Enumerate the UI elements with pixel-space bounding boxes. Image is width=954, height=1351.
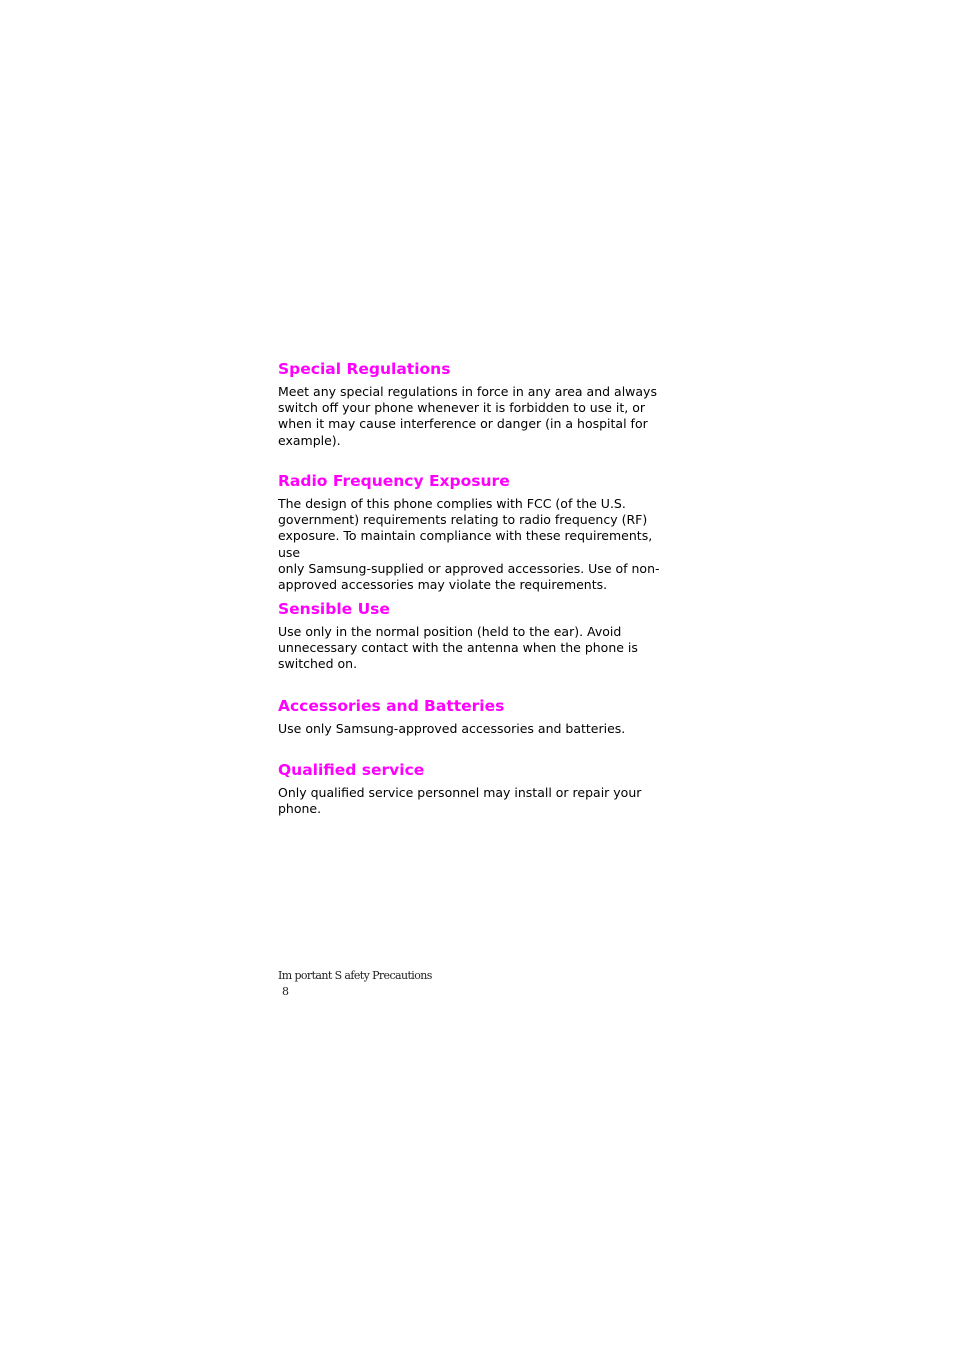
body-line: switch off your phone whenever it is forbidden to use it, or [278, 400, 646, 416]
page-footer [278, 968, 432, 1000]
body-line: government) requirements relating to radio frequency (RF) [278, 512, 648, 528]
section-heading: Qualified service [278, 761, 425, 779]
body-line: when it may cause interference or danger (in a hospital for [278, 416, 648, 432]
body-line: Meet any special regulations in force in any area and always [278, 384, 657, 399]
body-line: example). [278, 432, 341, 448]
section-body [278, 721, 678, 737]
footer-title: Im portant S afety Precautions [278, 969, 432, 982]
body-line: Use only Samsung-approved accessories and batteries. [278, 721, 626, 736]
body-line: Use only in the normal position (held to the ear). Avoid [278, 624, 622, 639]
section-body [278, 624, 678, 673]
page-number: 8 [282, 985, 289, 998]
body-line: The design of this phone complies with FCC (of the U.S. [278, 496, 626, 511]
section-accessories-and-batteries [278, 696, 678, 737]
section-body [278, 384, 678, 449]
body-line: phone. [278, 801, 322, 817]
section-heading: Sensible Use [278, 600, 390, 618]
body-line: exposure. To maintain compliance with these requirements, use [278, 528, 653, 560]
body-line: Only qualified service personnel may install or repair your [278, 785, 642, 800]
section-heading: Special Regulations [278, 360, 451, 378]
section-special-regulations [278, 359, 678, 449]
section-radio-frequency-exposure [278, 471, 678, 593]
body-line: approved accessories may violate the requirements. [278, 577, 608, 593]
section-sensible-use [278, 599, 678, 673]
section-body [278, 785, 678, 817]
body-line: unnecessary contact with the antenna when the phone is [278, 640, 638, 656]
section-qualified-service [278, 760, 678, 817]
section-heading: Radio Frequency Exposure [278, 472, 510, 490]
section-body [278, 496, 678, 593]
section-heading: Accessories and Batteries [278, 697, 505, 715]
body-line: switched on. [278, 656, 358, 672]
body-line: only Samsung-supplied or approved accessories. Use of non- [278, 560, 660, 576]
